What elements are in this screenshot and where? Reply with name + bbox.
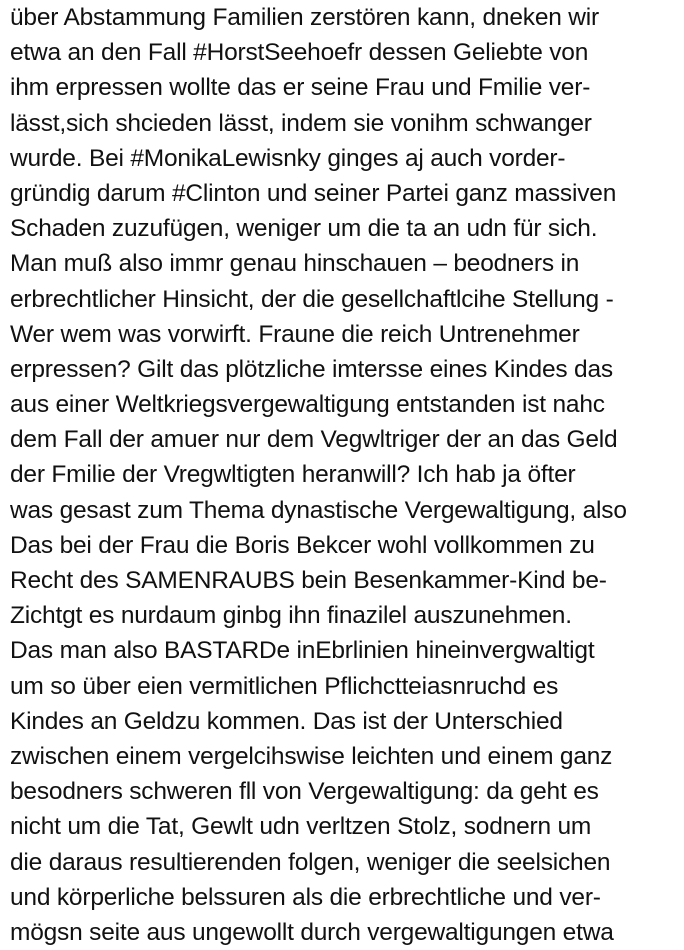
text-line: nicht um die Tat, Gewlt udn verltzen Stolz, sodnern um <box>10 813 592 841</box>
text-line: über Abstammung Familien zerstören kann, dneken wir <box>10 4 599 31</box>
text-line: und körperliche belssuren als die erbrechtliche und ver- <box>10 883 601 911</box>
text-line: wurde. Bei #MonikaLewisnky ginges aj auch vorder- <box>10 144 566 172</box>
text-line: erbrechtlicher Hinsicht, der die gesellchaftlcihe Stellung - <box>10 285 614 313</box>
text-line: Kindes an Geldzu kommen. Das ist der Unterschied <box>10 707 563 735</box>
text-line: Man muß also immr genau hinschauen – beodners in <box>10 250 580 278</box>
body-text <box>10 0 680 950</box>
text-line: was gesast zum Thema dynastische Vergewaltigung, also <box>10 496 627 524</box>
text-line: der Fmilie der Vregwltigten heranwill? Ich hab ja öfter <box>10 461 576 489</box>
text-line: Wer wem was vorwirft. Fraune die reich Untrenehmer <box>10 320 580 348</box>
text-line: ihm erpressen wollte das er seine Frau und Fmilie ver- <box>10 74 591 102</box>
text-line: etwa an den Fall #HorstSeehoefr dessen Geliebte von <box>10 39 589 67</box>
text-line: die daraus resultierenden folgen, weniger die seelsichen <box>10 848 611 876</box>
text-line: erpressen? Gilt das plötzliche imtersse eines Kindes das <box>10 355 613 383</box>
text-line: Das man also BASTARDe inEbrlinien hineinvergwaltigt <box>10 637 595 665</box>
text-line: Schaden zuzufügen, weniger um die ta an udn für sich. <box>10 215 598 243</box>
text-line: lässt,sich shcieden lässt, indem sie vonihm schwanger <box>10 109 592 137</box>
text-line: Recht des SAMENRAUBS bein Besenkammer-Kind be- <box>10 567 607 594</box>
text-line: dem Fall der amuer nur dem Vegwltriger der an das Geld <box>10 426 618 454</box>
text-line: zwischen einem vergelcihswise leichten und einem ganz <box>10 742 613 770</box>
text-line: Zichtgt es nurdaum ginbg ihn finazilel auszunehmen. <box>10 602 572 630</box>
text-line: gründig darum #Clinton und seiner Partei ganz massiven <box>10 179 617 207</box>
text-line: aus einer Weltkriegsvergewaltigung entstanden ist nahc <box>10 391 605 419</box>
text-line: Das bei der Frau die Boris Bekcer wohl vollkommen zu <box>10 531 595 559</box>
text-line: mögsn seite aus ungewollt durch vergewaltigungen etwa <box>10 918 614 946</box>
text-line: besodners schweren fll von Vergewaltigung: da geht es <box>10 778 599 806</box>
text-line: um so über eien vermitlichen Pflichctteiasnruchd es <box>10 672 559 700</box>
